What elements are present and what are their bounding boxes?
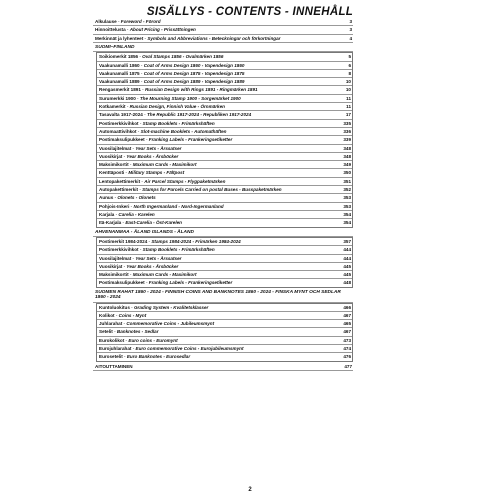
toc-entry-translation: Maximum Cards - Maximikort [132,162,197,168]
toc-entry-translation: Euro commemorative Coins - Eurojubileumsmynt [135,346,244,352]
toc-entry-finnish: Vaakunamalli 1889 [99,79,140,85]
toc-entry [97,186,352,194]
toc-entry-page: 477 [344,363,352,369]
toc-entry-label: Karjala - Carelia - Karelen [99,211,155,217]
toc-entry [93,26,353,34]
toc-entry-finnish: Vuosikirjat [99,153,123,159]
toc-entry [97,103,352,111]
toc-entry-finnish: Vaakunamalli 1875 [99,70,140,76]
toc-entry-translation: The Republic 1917-2024 - Republiken 1917-2024 [146,112,252,118]
toc-entry-finnish: AITOUTTAMINEN [95,363,133,369]
toc-entry [97,353,352,360]
toc-entry-label: Postimerkkivihkot - Stamp Booklets - Frimärkshäften [99,247,215,253]
toc-entry-translation: Coins - Mynt [118,312,147,318]
toc-entry-page: 6 [348,62,351,68]
toc-entry-page: 348 [343,153,351,159]
toc-entry-translation: Grading System - Kvalitetsklasser [133,304,209,310]
toc-entry-page: 465 [343,321,351,327]
toc-entry [97,62,352,70]
toc-entry-page: 10 [345,87,351,93]
toc-entry-label: Maksimikortit - Maximum Cards - Maximikort [99,272,197,278]
coins-entries [96,303,353,362]
toc-entry [97,328,352,336]
toc-entry [93,35,353,43]
toc-entry-label: Eurosetelit - Euro Banknotes - Eurosedlar [99,354,191,360]
section-heading-coins: SUOMEN RAHAT 1860 - 2024 - FINNISH COINS AND BANKNOTES 1860 - 2024 - FINSKA MYNT OCH SEDLAR 1860 - 2024 [93,289,353,303]
toc-entry-page: 353 [343,195,351,201]
toc-entry-page: 352 [343,187,351,193]
toc-entry-finnish: Postimerkkivihkot [99,120,139,126]
toc-entry-page: 335 [343,120,351,126]
toc-entry [93,363,353,371]
toc-entry-translation: Commemorative Coins - Jubileumsmynt [126,321,215,327]
toc-entry-page: 339 [343,137,351,143]
toc-entry-label: Alkulause - Foreword - Förord [95,19,161,24]
toc-entry-finnish: Postimerkit 1984-2024 [99,238,148,244]
toc-entry [97,178,352,186]
toc-entry-label: Postimaksulipukkeet - Franking Labels - Frankeringsetiketter [99,280,233,286]
toc-entry-page: 351 [343,178,351,184]
toc-entry-page: 467 [343,312,351,318]
toc-entry [97,203,352,211]
toc-entry-label: Hinnoittelusta - About Pricing - Prissättningen [95,27,196,33]
toc-entry-finnish: Eurokolikot [99,337,125,343]
toc-entry-page: 444 [343,255,351,261]
toc-entry [97,86,352,94]
toc-entry-translation: Year Sets - Årssatser [135,145,182,151]
toc-entry [97,219,352,226]
toc-entry-finnish: Autopakettimerkit [99,187,139,193]
toc-entry-label: Kotkamerkit - Russian Design, Finnish Value - Örnmärken [99,104,225,110]
toc-entry-page: 11 [346,95,351,101]
toc-entry-translation: The Mourning Stamp 1900 - Sorgemärket 1900 [139,95,241,101]
toc-entry [97,246,352,254]
toc-entry-finnish: Vuosilajitelmat [99,255,132,261]
toc-entry-translation: North Ingermanland - Nord-Ingermanland [133,203,224,209]
toc-entry-page: 448 [343,280,351,286]
toc-entry [97,111,352,119]
finland-entries [96,52,353,227]
toc-entry-finnish: Kuntoluokitus [99,304,130,310]
toc-entry-page: 445 [343,263,351,269]
toc-entry-label: Kuntoluokitus - Grading System - Kvalitetsklasser [99,304,209,310]
toc-entry-label: Vaakunamalli 1875 - Coat of Arms Design 1875 - Vapendesign 1875 [99,70,245,76]
toc-entry-page: 354 [343,211,351,217]
toc-entry [97,169,352,177]
aland-entries [96,237,353,288]
toc-entry-label: Setelit - Banknotes - Sedlar [99,329,159,335]
toc-entry-translation: Russian Design with Rings 1891 - Ringmärken 1891 [144,87,258,93]
toc-entry-finnish: Karjala [99,211,115,217]
toc-entry-page: 17 [345,112,351,118]
toc-entry-translation: About Pricing - Prissättningen [129,27,196,33]
toc-entry-finnish: Soikiomerkit 1856 [99,54,139,60]
toc-entry-translation: Franking Labels - Frankeringsetiketter [148,137,233,143]
toc-entry-page: 445 [343,272,351,278]
toc-entry-translation: Banknotes - Sedlar [116,329,159,335]
toc-entry-page: 4 [349,35,352,41]
toc-entry-label: Kenttäposti - Military Stamps - Fältpost [99,170,185,176]
toc-entry-finnish: Kenttäposti [99,170,125,176]
toc-entry-translation: Year Books - Årsböcker [126,263,179,269]
section-heading-finland: SUOMI–FINLAND [93,44,353,52]
toc-entry-finnish: Postimaksulipukkeet [99,137,145,143]
toc-entry-label: Rengasmerkit 1891 - Russian Design with Rings 1891 - Ringmärken 1891 [99,87,258,93]
toc-entry-translation: Euro coins - Euromynt [128,337,178,343]
toc-entry-finnish: Lentopakettimerkit [99,178,141,184]
toc-entry [97,263,352,271]
toc-entry [97,78,352,86]
toc-entry-label: Vaakunamalli 1860 - Coat of Arms Design 1860 - Vapendesign 1860 [99,62,245,68]
toc-entry-page: 3 [349,27,352,33]
toc-entry-translation: Military Stamps - Fältpost [128,170,185,176]
toc-entry [97,136,352,144]
contents-list [93,18,353,371]
toc-entry-translation: Stamps 1984-2024 - Frimärken 1984-2024 [151,238,241,244]
toc-entry-finnish: Postimaksulipukkeet [99,280,145,286]
toc-entry-translation: Carelia - Karelen [118,211,155,217]
toc-entry-translation: Air Parcel Stamps - Flygpaketmärken [144,178,226,184]
toc-entry-finnish: Eurosetelit [99,354,123,360]
toc-entry [97,271,352,279]
page-title: SISÄLLYS - CONTENTS - INNEHÅLL [146,6,354,18]
toc-entry-translation: Olonets - Olonets [117,195,156,201]
toc-entry-label: Vuosikirjat - Year Books - Årsböcker [99,153,179,159]
toc-entry-page: 3 [349,19,352,24]
toc-entry-label: Pohjois-Inkeri - North Ingermanland - Nord-Ingermanland [99,203,224,209]
toc-entry-finnish: Automaattivihkot [99,128,137,134]
toc-entry-page: 350 [343,170,351,176]
toc-entry-translation: Slot-machine Booklets - Automathäften [140,128,227,134]
toc-entry-translation: Maximum Cards - Maximikort [132,272,197,278]
toc-entry-page: 354 [343,220,351,226]
toc-entry-finnish: Rengasmerkit 1891 [99,87,141,93]
toc-entry [97,304,352,312]
toc-entry [97,337,352,345]
toc-entry-finnish: Setelit [99,329,113,335]
toc-entry-page: 353 [343,203,351,209]
toc-entry-page: 348 [343,145,351,151]
toc-entry-finnish: Eurojuhlarahat [99,346,132,352]
toc-entry [97,70,352,78]
toc-entry-finnish: Maksimikortit [99,272,129,278]
toc-entry-label: Postimerkit 1984-2024 - Stamps 1984-2024 - Frimärken 1984-2024 [99,238,241,244]
top-entries [93,18,353,43]
toc-entry-finnish: Surumerkki 1900 [99,95,136,101]
toc-entry-finnish: Vuosikirjat [99,263,123,269]
toc-entry-finnish: Vaakunamalli 1860 [99,62,140,68]
toc-entry-page: 8 [348,70,351,76]
toc-entry-translation: Franking Labels - Frankeringsetiketter [148,280,233,286]
page-number: 2 [248,487,252,493]
toc-entry-finnish: Tasavalta 1917-2024 [99,112,143,118]
toc-entry [97,53,352,61]
toc-entry [97,95,352,103]
toc-entry-page: 466 [343,304,351,310]
toc-entry-finnish: Hinnoittelusta [95,27,126,33]
toc-entry-label: Kolikot - Coins - Mynt [99,312,147,318]
toc-entry-label: Automaattivihkot - Slot-machine Booklets - Automathäften [99,128,227,134]
toc-entry-translation: Coat of Arms Design 1860 - Vapendesign 1860 [143,62,245,68]
toc-entry-translation: Year Books - Årsböcker [126,153,179,159]
toc-entry-finnish: Alkulause [95,19,117,24]
toc-entry-translation: Stamp Booklets - Frimärkshäften [142,120,215,126]
toc-entry-page: 473 [343,337,351,343]
toc-entry-finnish: Merkinnät ja lyhenteet [95,35,144,41]
toc-entry-label: Autopakettimerkit - Stamps for Parcels Carried on postal Buses - Busspaketmärken [99,187,282,193]
toc-entry [97,145,352,153]
toc-entry-page: 5 [348,54,351,60]
toc-entry-finnish: Postimerkkivihkot [99,247,139,253]
toc-entry-translation: Coat of Arms Design 1875 - Vapendesign 1875 [143,70,245,76]
toc-entry-label: Aunus - Olonets - Olonets [99,195,156,201]
toc-entry-label: Postimerkkivihkot - Stamp Booklets - Frimärkshäften [99,120,215,126]
toc-entry-page: 474 [343,346,351,352]
toc-entry-translation: Russian Design, Finnish Value - Örnmärken [129,104,225,110]
toc-entry [97,128,352,136]
toc-entry-finnish: Vuosilajitelmat [99,145,132,151]
toc-entry-label: Tasavalta 1917-2024 - The Republic 1917-2024 - Republiken 1917-2024 [99,112,252,118]
toc-entry-finnish: Pohjois-Inkeri [99,203,130,209]
toc-entry-label: Postimaksulipukkeet - Franking Labels - Frankeringsetiketter [99,137,233,143]
toc-entry-translation: Euro Banknotes - Eurosedlar [126,354,191,360]
toc-entry [97,153,352,161]
toc-entry [97,279,352,286]
toc-entry [97,211,352,219]
toc-entry-finnish: Juhlarahat [99,321,123,327]
toc-entry-label: Merkinnät ja lyhenteet - Symbols and Abbreviations - Beteckningar och förkortningar [95,35,281,41]
toc-entry-page: 336 [343,128,351,134]
last-entry [93,363,353,371]
toc-entry-page: 11 [346,104,351,110]
toc-entry [97,194,352,202]
toc-entry [97,120,352,128]
toc-entry-page: 10 [345,79,351,85]
toc-entry [97,238,352,246]
toc-entry-label: Juhlarahat - Commemorative Coins - Jubileumsmynt [99,321,215,327]
toc-entry [97,255,352,263]
toc-entry-finnish: Itä-Karjala [99,220,122,226]
toc-entry-page: 357 [343,238,351,244]
toc-entry-label: Itä-Karjala - East-Carelia - Öst-Karelen [99,220,182,226]
toc-entry-finnish: Kotkamerkit [99,104,126,110]
toc-entry-translation: Year Sets - Årssatser [135,255,182,261]
toc-entry-page: 476 [343,354,351,360]
toc-entry-page: 444 [343,247,351,253]
toc-entry-label: Vuosikirjat - Year Books - Årsböcker [99,263,179,269]
toc-entry-label: Eurojuhlarahat - Euro commemorative Coins - Eurojubileumsmynt [99,346,244,352]
toc-entry [97,312,352,320]
toc-entry-label: Maksimikortit - Maximum Cards - Maximikort [99,162,197,168]
toc-entry [97,345,352,353]
toc-entry-finnish: Maksimikortit [99,162,129,168]
toc-entry [97,161,352,169]
toc-entry [93,18,353,26]
toc-entry-label: Soikiomerkit 1856 - Oval Stamps 1856 - Ovalmärken 1856 [99,54,224,60]
toc-entry-label: Eurokolikot - Euro coins - Euromynt [99,337,178,343]
toc-entry [97,320,352,328]
toc-entry-translation: Oval Stamps 1856 - Ovalmärken 1856 [142,54,224,60]
toc-entry-translation: Stamps for Parcels Carried on postal Buses - Busspaketmärken [142,187,282,193]
toc-entry-translation: Symbols and Abbreviations - Beteckningar och förkortningar [147,35,281,41]
toc-entry-finnish: Kolikot [99,312,115,318]
toc-entry-page: 349 [343,162,351,168]
toc-entry-translation: Stamp Booklets - Frimärkshäften [142,247,215,253]
toc-entry-label: Lentopakettimerkit - Air Parcel Stamps - Flygpaketmärken [99,178,226,184]
toc-entry-label: Vaakunamalli 1889 - Coat of Arms Design 1889 - Vapendesign 1889 [99,79,245,85]
section-heading-aland: AHVENANMAA - ÅLAND ISLANDS - ÅLAND [93,229,353,237]
toc-entry-page: 467 [343,329,351,335]
toc-entry-label: Surumerkki 1900 - The Mourning Stamp 1900 - Sorgemärket 1900 [99,95,241,101]
toc-entry-label: Vuosilajitelmat - Year Sets - Årssatser [99,255,182,261]
toc-entry-finnish: Aunus [99,195,114,201]
toc-entry-translation: East-Carelia - Öst-Karelen [125,220,182,226]
toc-entry-translation: Coat of Arms Design 1889 - Vapendesign 1889 [143,79,245,85]
toc-entry-translation: Foreword - Förord [120,19,161,24]
toc-entry-label: Vuosilajitelmat - Year Sets - Årssatser [99,145,182,151]
